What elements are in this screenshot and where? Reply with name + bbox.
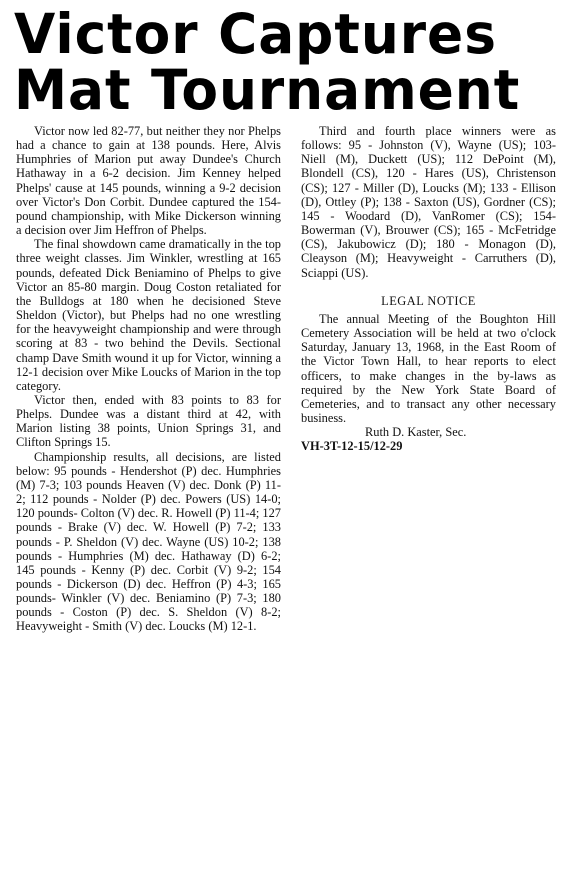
article-paragraph: Victor now led 82-77, but neither they nor Phelps had a chance to gain at 138 pounds. Here, Alvis Humphries of Marion put away Dundee's Church Hathaway in a 6-2 decision. Jim Kenney helped Phelps' cause at 145 pounds, winning a 9-2 decision over Victor's Don Corbit. Dundee captured the 154-pound championship, with Mike Dickerson winning a decision over Jim Heffron of Phelps. xyxy=(16,124,281,238)
legal-notice-code: VH-3T-12-15/12-29 xyxy=(301,439,403,454)
legal-notice-heading: LEGAL NOTICE xyxy=(381,293,476,308)
article-paragraph: Third and fourth place winners were as follows: 95 - Johnston (V), Wayne (US); 103- Niell (M), Duckett (US); 112 DePoint (M), Blondell (CS), 120 - Hares (US), Christenson (CS); 127 - Miller (D), Loucks (M); 133 - Ellison (D), Ottley (P); 138 - Saxton (US), Gordner (CS); 145 - Woodard (D), VanRomer (CS); 154- Bowerman (V), Brouwer (CS); 165 - McFetridge (CS), Jakubowicz (D); 180 - Monagon (D), Cleayson (M); Heavyweight - Carruthers (D), Sciappi (US). xyxy=(301,124,556,280)
headline xyxy=(14,2,546,122)
article-paragraph: Championship results, all decisions, are listed below: 95 pounds - Hendershot (P) dec. Humphries (M) 7-3; 103 pounds Heaven (V) dec. Donk (P) 11-2; 112 pounds - Nolder (P) dec. Powers (US) 14-0; 120 pounds- Colton (V) dec. R. Howell (P) 11-4; 127 pounds - Brake (V) dec. W. Howell (P) 7-2; 133 pounds - P. Sheldon (V) dec. Wayne (US) 10-2; 138 pounds - Humphries (M) dec. Hathaway (D) 6-2; 145 pounds - Kenny (P) dec. Corbit (V) 9-2; 154 pounds - Dickerson (D) dec. Heffron (P) 4-3; 165 pounds- Winkler (V) dec. Beniamino (P) 7-3; 180 pounds - Coston (P) dec. S. Sheldon (V) 8-2; Heavyweight - Smith (V) dec. Loucks (M) 12-1. xyxy=(16,449,281,634)
legal-notice-body: The annual Meeting of the Boughton Hill Cemetery Association will be held at two o'clock Saturday, January 13, 1968, in the East Room of the Victor Town Hall, to hear reports to elect officers, to make changes in the by-laws as required by the New York State Board of Cemeteries, and to transact any other necessary business. xyxy=(301,311,556,425)
headline-line-1: Victor Captures xyxy=(14,2,497,66)
article-paragraph: Victor then, ended with 83 points to 83 for Phelps. Dundee was a distant third at 42, with Marion listing 38 points, Union Springs 31, and Clifton Springs 15. xyxy=(16,392,281,450)
article-column-2 xyxy=(301,124,556,453)
legal-notice-signer: Ruth D. Kaster, Sec. xyxy=(365,425,467,440)
article-paragraph: The final showdown came dramatically in the top three weight classes. Jim Winkler, wrestling at 165 pounds, defeated Dick Beniamino of Phelps to give Victor an 85-80 margin. Doug Coston retaliated for the Bulldogs at 180 when he decisioned Steve Sheldon (Victor), but Phelps had no one wrestling for the heavyweight championship and were through scoring at 83 - two behind the Devils. Sectional champ Dave Smith wound it up for Victor, winning a 12-1 decision over Mike Loucks of Marion in the top category. xyxy=(16,237,281,393)
headline-line-2: Mat Tournament xyxy=(14,58,521,122)
article-column-1 xyxy=(16,124,281,634)
